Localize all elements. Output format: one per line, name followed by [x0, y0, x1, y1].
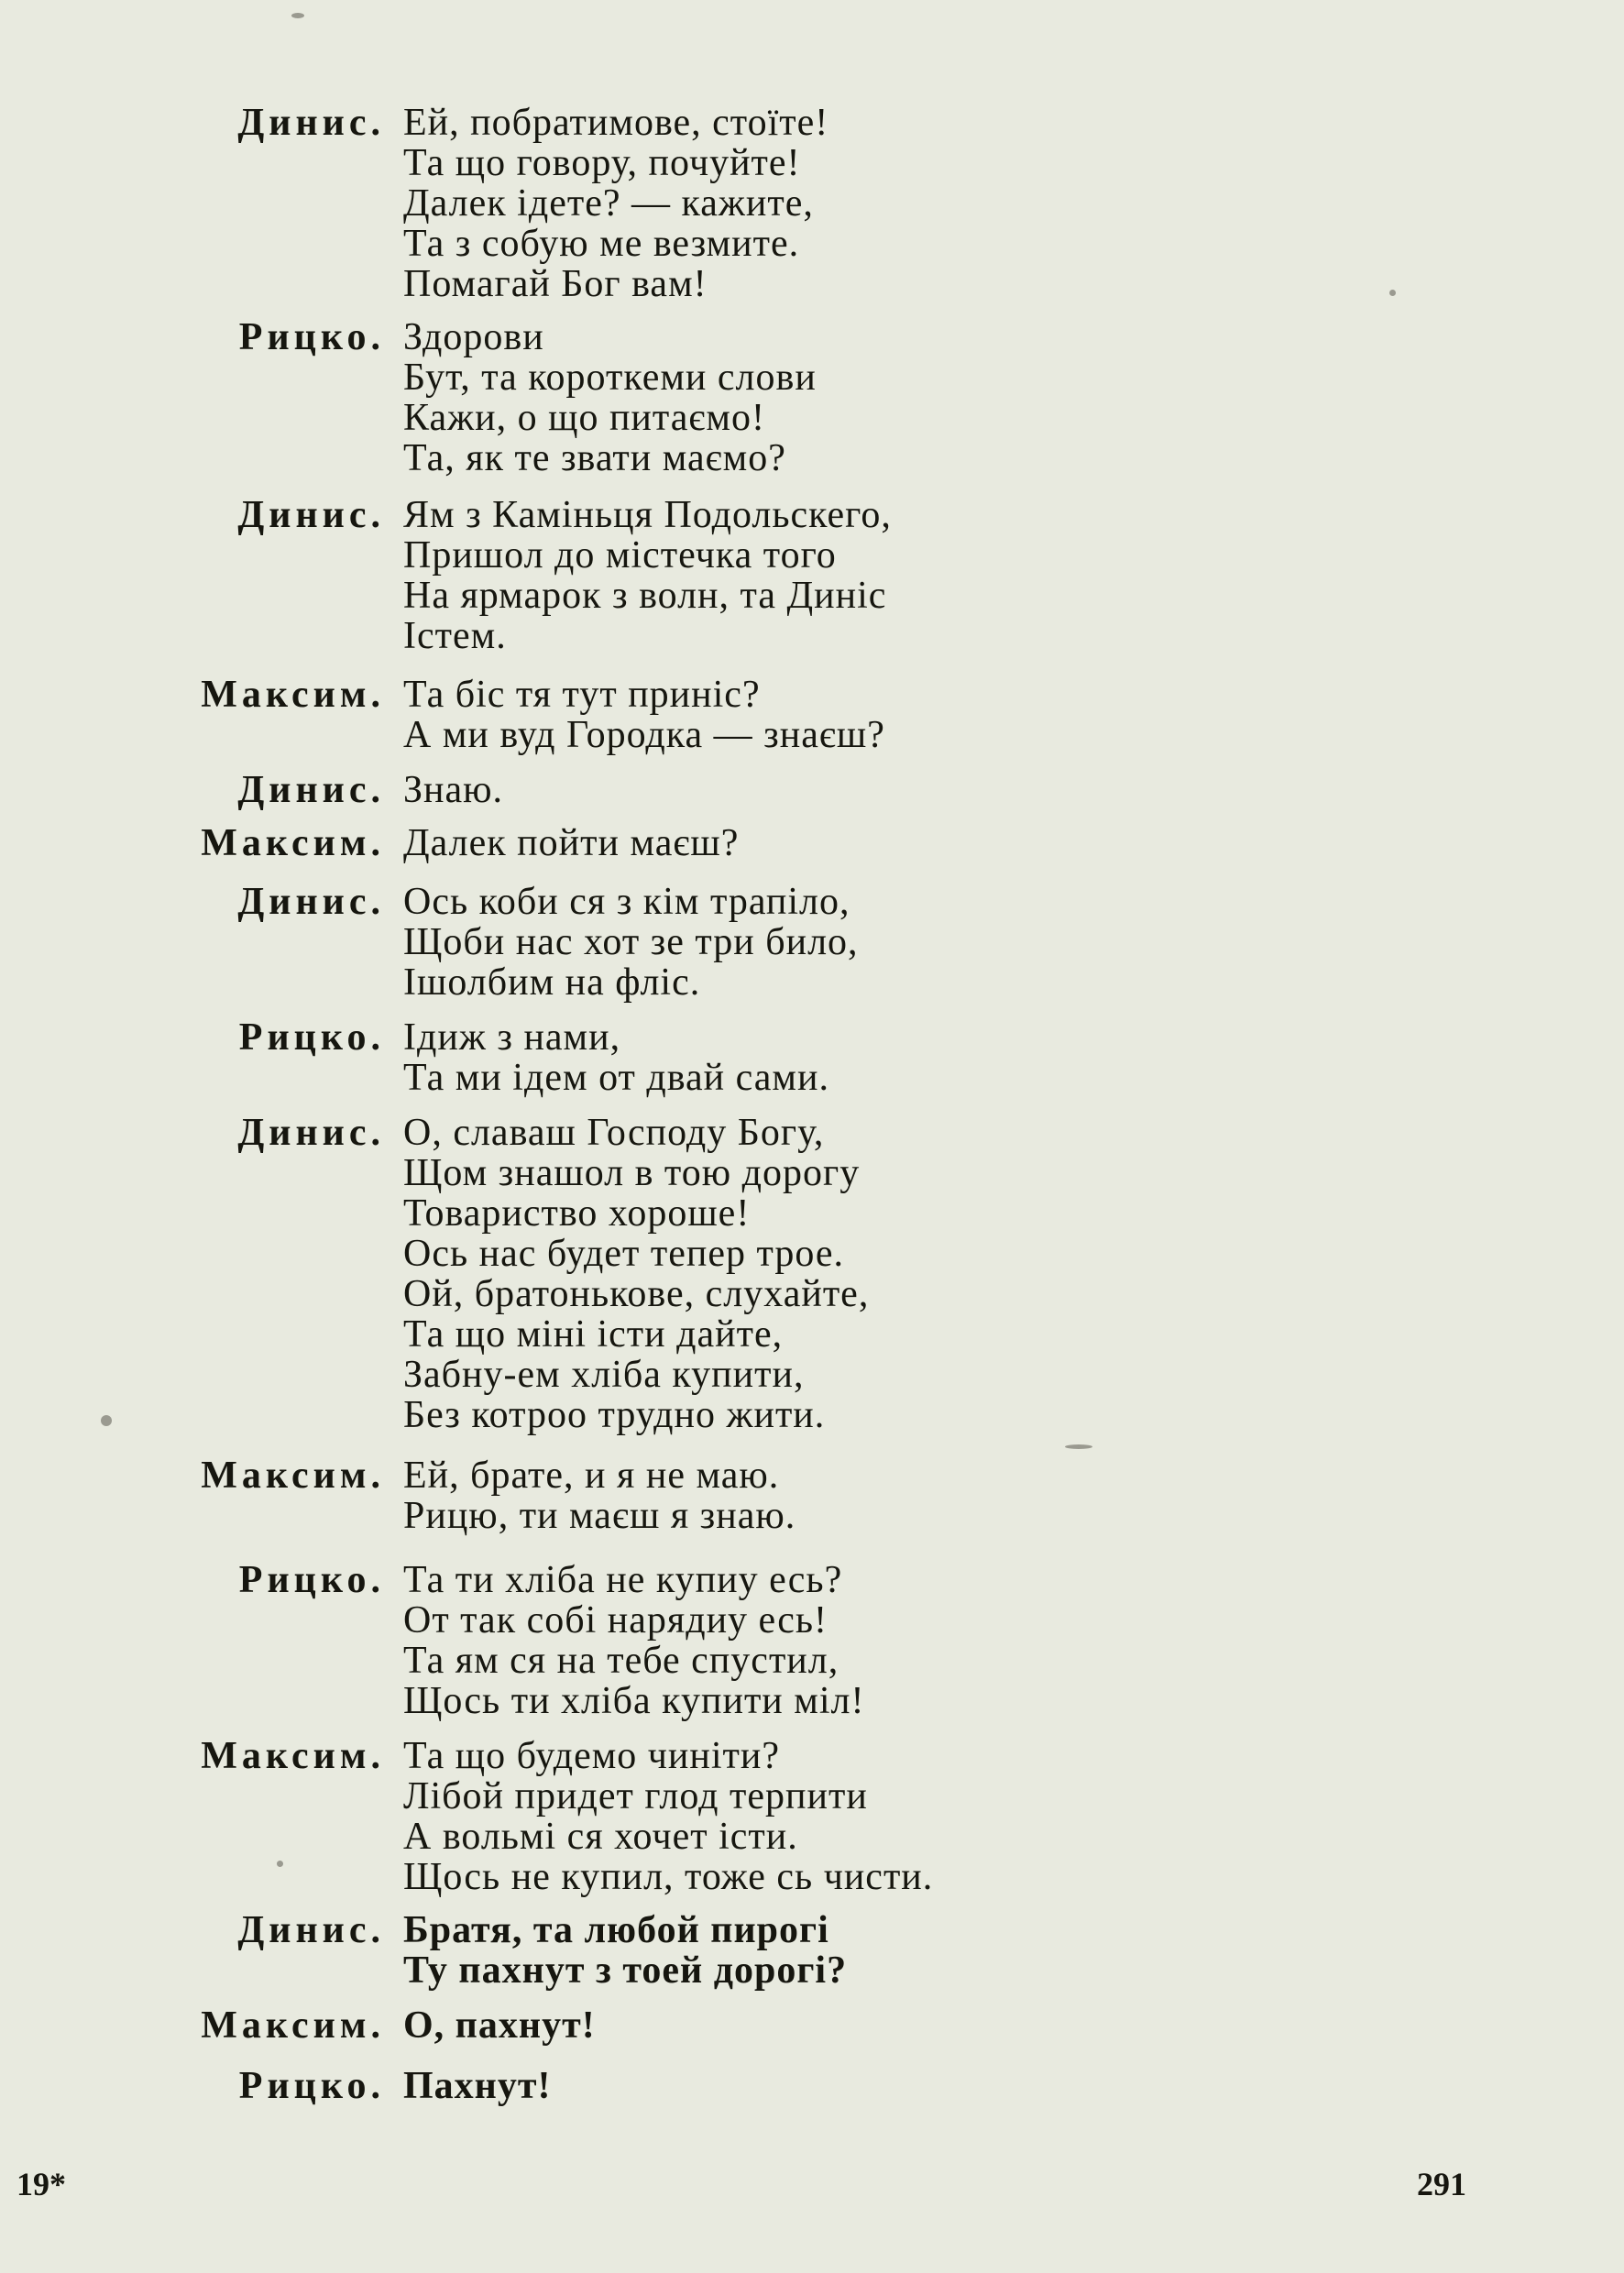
signature-mark: 19*: [16, 2166, 66, 2202]
verse-line: Ось нас будет тепер трое.: [403, 1233, 845, 1275]
speaker-name: Динис.: [237, 102, 385, 144]
verse-line: Ту пахнут з тоей дорогі?: [403, 1949, 848, 1992]
verse-line: Ішолбим на фліс.: [403, 961, 701, 1004]
speech-lines: [403, 2066, 552, 2106]
verse-line: Та що будемо чиніти?: [403, 1735, 781, 1777]
speaker-name: Рицко.: [238, 1559, 385, 1601]
verse-line: Пахнут!: [403, 2065, 552, 2107]
speaker-name: Максим.: [201, 1455, 385, 1497]
speaker-name: Динис.: [237, 1909, 385, 1951]
verse-line: Пришол до містечка того: [403, 534, 837, 576]
verse-line: Братя, та любой пирогі: [403, 1909, 829, 1951]
verse-line: Далек ідете? — кажите,: [403, 182, 814, 225]
verse-line: Здорови: [403, 316, 544, 358]
speaker-name: Динис.: [237, 1112, 385, 1154]
speaker-name: Рицко.: [238, 2065, 385, 2107]
speck: [101, 1415, 112, 1426]
verse-line: Щоби нас хот зе три било,: [403, 921, 859, 963]
speech-lines: [403, 495, 892, 656]
speaker-name: Максим.: [201, 822, 385, 864]
verse-line: Знаю.: [403, 769, 504, 811]
verse-line: Далек пойти маєш?: [403, 822, 740, 864]
verse-line: Рицю, ти маєш я знаю.: [403, 1495, 796, 1537]
verse-line: Та що говору, почуйте!: [403, 142, 801, 184]
speck: [291, 13, 304, 18]
verse-line: Та з собую ме везмите.: [403, 223, 800, 265]
verse-line: Ям з Каміньця Подольскего,: [403, 494, 892, 536]
speech-lines: [403, 103, 828, 304]
speech-lines: [403, 1910, 847, 1991]
verse-line: Забну-ем хліба купити,: [403, 1354, 805, 1396]
speaker-name: Максим.: [201, 2004, 385, 2047]
verse-line: Бут, та короткеми слови: [403, 357, 817, 399]
speaker-name: Динис.: [237, 881, 385, 923]
speech-lines: [403, 1113, 869, 1435]
verse-line: О, пахнут!: [403, 2004, 596, 2047]
verse-line: Ей, побратимове, стоїте!: [403, 102, 829, 144]
verse-line: Та що міні істи дайте,: [403, 1313, 784, 1356]
speech-lines: [403, 1560, 864, 1721]
verse-line: О, славаш Господу Богу,: [403, 1112, 825, 1154]
speck: [277, 1861, 283, 1867]
speaker-name: Динис.: [237, 494, 385, 536]
verse-line: Та ми ідем от двай сами.: [403, 1057, 829, 1099]
verse-line: Лібой придет глод терпити: [403, 1775, 868, 1817]
speaker-name: Максим.: [201, 674, 385, 716]
speech-lines: [403, 770, 503, 810]
verse-line: От так собі нарядиу есь!: [403, 1599, 828, 1642]
verse-line: А ми вуд Городка — знаєш?: [403, 714, 885, 756]
verse-line: Кажи, о що питаємо!: [403, 397, 765, 439]
speech-lines: [403, 675, 885, 755]
verse-line: Щось ти хліба купити міл!: [403, 1680, 865, 1722]
verse-line: Та ям ся на тебе спустил,: [403, 1640, 839, 1682]
speech-lines: [403, 317, 817, 478]
speaker-name: Максим.: [201, 1735, 385, 1777]
speech-lines: [403, 882, 859, 1003]
speck: [1065, 1444, 1092, 1449]
speaker-name: Рицко.: [238, 316, 385, 358]
verse-line: Помагай Бог вам!: [403, 263, 708, 305]
verse-line: Ой, братонькове, слухайте,: [403, 1273, 870, 1315]
speech-lines: [403, 1736, 933, 1897]
speck: [1389, 290, 1396, 296]
verse-line: Без котроо трудно жити.: [403, 1394, 826, 1436]
verse-line: Ідиж з нами,: [403, 1016, 621, 1059]
verse-line: Та ти хліба не купиу есь?: [403, 1559, 843, 1601]
verse-line: Та біс тя тут приніс?: [403, 674, 761, 716]
speech-lines: [403, 2005, 596, 2046]
verse-line: Істем.: [403, 615, 507, 657]
page-number: 291: [1417, 2166, 1466, 2202]
speaker-name: Рицко.: [238, 1016, 385, 1059]
verse-line: Та, як те звати маємо?: [403, 437, 786, 479]
verse-line: Ось коби ся з кім трапіло,: [403, 881, 850, 923]
speech-lines: [403, 1017, 829, 1098]
verse-line: Щом знашол в тою дорогу: [403, 1152, 861, 1194]
speaker-name: Динис.: [237, 769, 385, 811]
verse-line: Товариство хороше!: [403, 1192, 751, 1235]
speech-lines: [403, 823, 739, 863]
verse-line: А вольмі ся хочет істи.: [403, 1816, 798, 1858]
speech-lines: [403, 1455, 796, 1536]
verse-line: Ей, брате, и я не маю.: [403, 1455, 780, 1497]
verse-line: На ярмарок з волн, та Диніс: [403, 575, 887, 617]
verse-line: Щось не купил, тоже сь чисти.: [403, 1856, 934, 1898]
